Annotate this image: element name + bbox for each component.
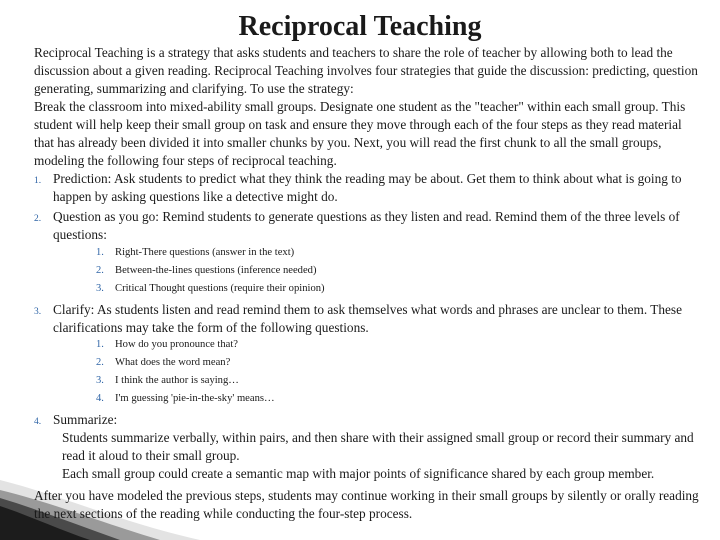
question-level-item: Between-the-lines questions (inference needed) xyxy=(115,265,317,276)
step-number: 3. xyxy=(34,307,42,317)
step-number: 4. xyxy=(34,417,42,427)
sub-item-number: 4. xyxy=(96,393,104,404)
question-level-item: Critical Thought questions (require their opinion) xyxy=(115,283,325,294)
summarize-detail: Each small group could create a semantic map with major points of significance shared by each group member. xyxy=(62,466,655,481)
clarify-question-item: I'm guessing 'pie-in-the-sky' means… xyxy=(115,393,275,404)
clarify-question-item: How do you pronounce that? xyxy=(115,339,238,350)
sub-item-number: 2. xyxy=(96,357,104,368)
step-prediction: Prediction: Ask students to predict what they think the reading may be about. Get them to think about what is going to happen by asking questions like a detective might do. xyxy=(53,171,682,204)
question-level-item: Right-There questions (answer in the text) xyxy=(115,247,295,258)
page-title: Reciprocal Teaching xyxy=(238,11,482,42)
sub-item-number: 3. xyxy=(96,283,104,294)
sub-item-number: 1. xyxy=(96,247,104,258)
sub-item-number: 3. xyxy=(96,375,104,386)
sub-item-number: 1. xyxy=(96,339,104,350)
setup-paragraph: Break the classroom into mixed-ability small groups. Designate one student as the "teacher" within each small group. This student will help keep their small group on task and ensure they move through each of the four steps as they read material that has already been divided it into smaller chunks by you. Next, you will read the first chunk to all the small groups, modeling the following four steps of reciprocal teaching. xyxy=(34,99,686,168)
step-number: 2. xyxy=(34,214,42,224)
clarify-question-item: I think the author is saying… xyxy=(115,375,239,386)
intro-paragraph: Reciprocal Teaching is a strategy that asks students and teachers to share the role of teacher by allowing both to lead the discussion about a given reading. Reciprocal Teaching involves four strategies that guide the discussion: predicting, question generating, summarizing and clarifying. To use the strategy: xyxy=(34,45,698,96)
step-clarify: Clarify: As students listen and read remind them to ask themselves what words and phrases are unclear to them. These clarifications may take the form of the following questions. xyxy=(53,302,682,335)
summarize-detail: Students summarize verbally, within pairs, and then share with their assigned small group or record their summary and read it aloud to their small group. xyxy=(62,430,694,463)
closing-paragraph: After you have modeled the previous steps, students may continue working in their small groups by silently or orally reading the next sections of the reading while conducting the four-step process. xyxy=(34,488,699,521)
step-question: Question as you go: Remind students to generate questions as they listen and read. Remind them of the three levels of questions: xyxy=(53,209,680,242)
step-number: 1. xyxy=(34,176,42,186)
clarify-question-item: What does the word mean? xyxy=(115,357,231,368)
step-summarize: Summarize: xyxy=(53,412,118,427)
sub-item-number: 2. xyxy=(96,265,104,276)
